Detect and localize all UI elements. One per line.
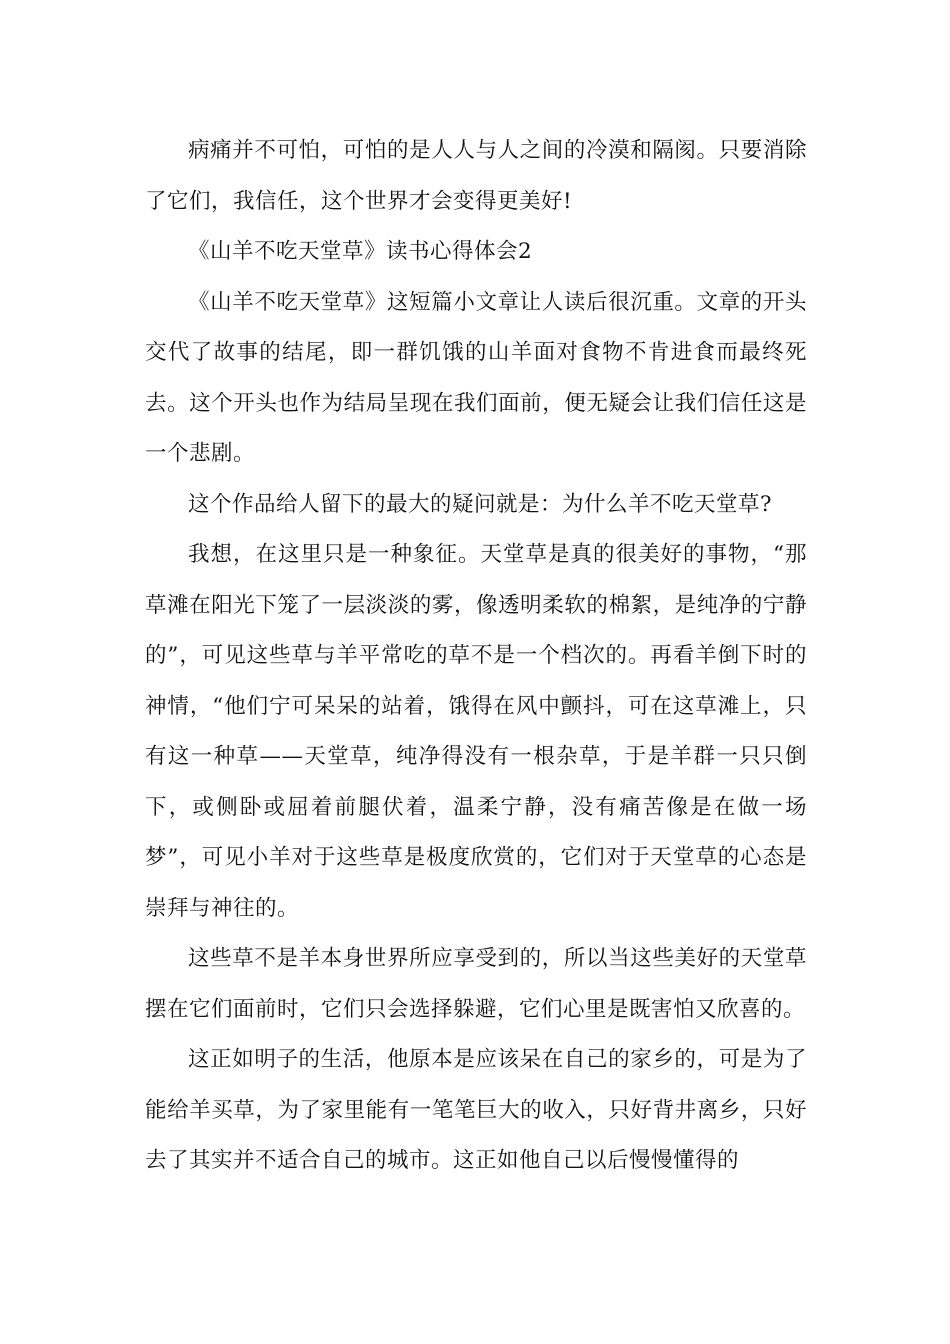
paragraph-avoidance: 这些草不是羊本身世界所应享受到的，所以当这些美好的天堂草摆在它们面前时，它们只会选择躲避，它们心里是既害怕又欣喜的。 [145, 946, 807, 1022]
paragraph-intro-conclusion: 病痛并不可怕，可怕的是人人与人之间的冷漠和隔阂。只要消除了它们，我信任，这个世界才会变得更美好! [145, 138, 807, 214]
paragraph-question: 这个作品给人留下的最大的疑问就是：为什么羊不吃天堂草? [188, 491, 773, 517]
paragraph-mingzi: 这正如明子的生活，他原本是应该呆在自己的家乡的，可是为了能给羊买草，为了家里能有一笔笔巨大的收入，只好背井离乡，只好去了其实并不适合自己的城市。这正如他自己以后慢慢懂得的 [145, 1047, 807, 1173]
section-title: 《山羊不吃天堂草》读书心得体会2 [188, 239, 533, 264]
paragraph-symbolism: 我想，在这里只是一种象征。天堂草是真的很美好的事物，“那草滩在阳光下笼了一层淡淡的雾，像透明柔软的棉絮，是纯净的宁静的”，可见这些草与羊平常吃的草不是一个档次的。再看羊倒下时的神情，“他们宁可呆呆的站着，饿得在风中颤抖，可在这草滩上，只有这一种草——天堂草，纯净得没有一根杂草，于是羊群一只只倒下，或侧卧或屈着前腿伏着，温柔宁静，没有痛苦像是在做一场梦”，可见小羊对于这些草是极度欣赏的，它们对于天堂草的心态是崇拜与神往的。 [145, 542, 807, 921]
document-body [145, 126, 807, 1187]
paragraph-opening: 《山羊不吃天堂草》这短篇小文章让人读后很沉重。文章的开头交代了故事的结尾，即一群饥饿的山羊面对食物不肯进食而最终死去。这个开头也作为结局呈现在我们面前，便无疑会让我们信任这是一个悲剧。 [145, 289, 807, 466]
